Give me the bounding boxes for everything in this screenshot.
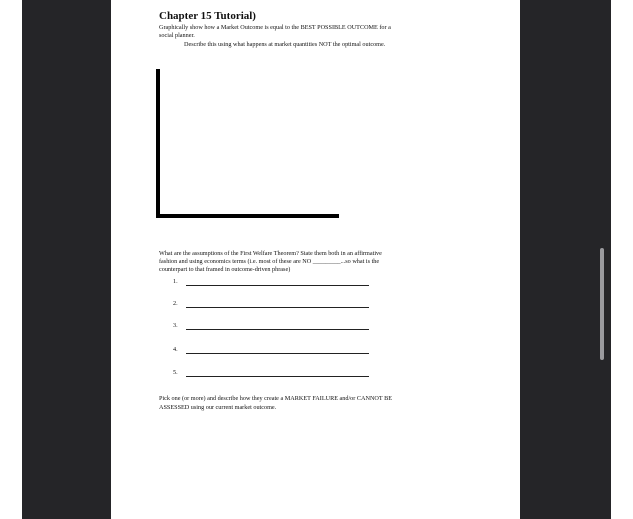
blank-line [186,376,369,377]
page-title: Chapter 15 Tutorial) [159,10,256,22]
answer-blank-1 [173,278,373,290]
blank-number: 1. [173,278,178,285]
graph-y-axis [156,69,160,218]
prompt1-line1: Graphically show how a Market Outcome is equal to the BEST POSSIBLE OUTCOME for a [159,24,391,31]
blank-number: 4. [173,346,178,353]
scrollbar-thumb[interactable] [600,248,604,360]
blank-line [186,353,369,354]
prompt2-line1: What are the assumptions of the First Welfare Theorem? State them both in an affirmative [159,250,382,257]
prompt2-line3: counterpart to that framed in outcome-driven phrase) [159,266,291,273]
blank-line [186,307,369,308]
viewer-background-left [22,0,111,519]
document-page [111,0,520,519]
prompt1-line2: social planner. [159,32,195,39]
window-left-edge [0,0,22,519]
answer-blank-2 [173,300,373,312]
answer-blank-4 [173,346,373,358]
prompt3-line2: ASSESSED using our current market outcome. [159,404,277,411]
prompt2-line2: fashion and using economics terms (i.e. most of these are NO _________...so what is the [159,258,380,265]
graph-x-axis [156,214,339,218]
prompt3-line1: Pick one (or more) and describe how they create a MARKET FAILURE and/or CANNOT BE [159,395,393,402]
blank-line [186,285,369,286]
blank-number: 2. [173,300,178,307]
blank-number: 5. [173,369,178,376]
blank-line [186,329,369,330]
blank-number: 3. [173,322,178,329]
answer-blank-3 [173,322,373,334]
scrollbar-track[interactable] [611,0,633,519]
prompt1-line3: Describe this using what happens at market quantities NOT the optimal outcome. [184,41,386,48]
answer-blank-5 [173,369,373,381]
viewer-background-right [520,0,611,519]
